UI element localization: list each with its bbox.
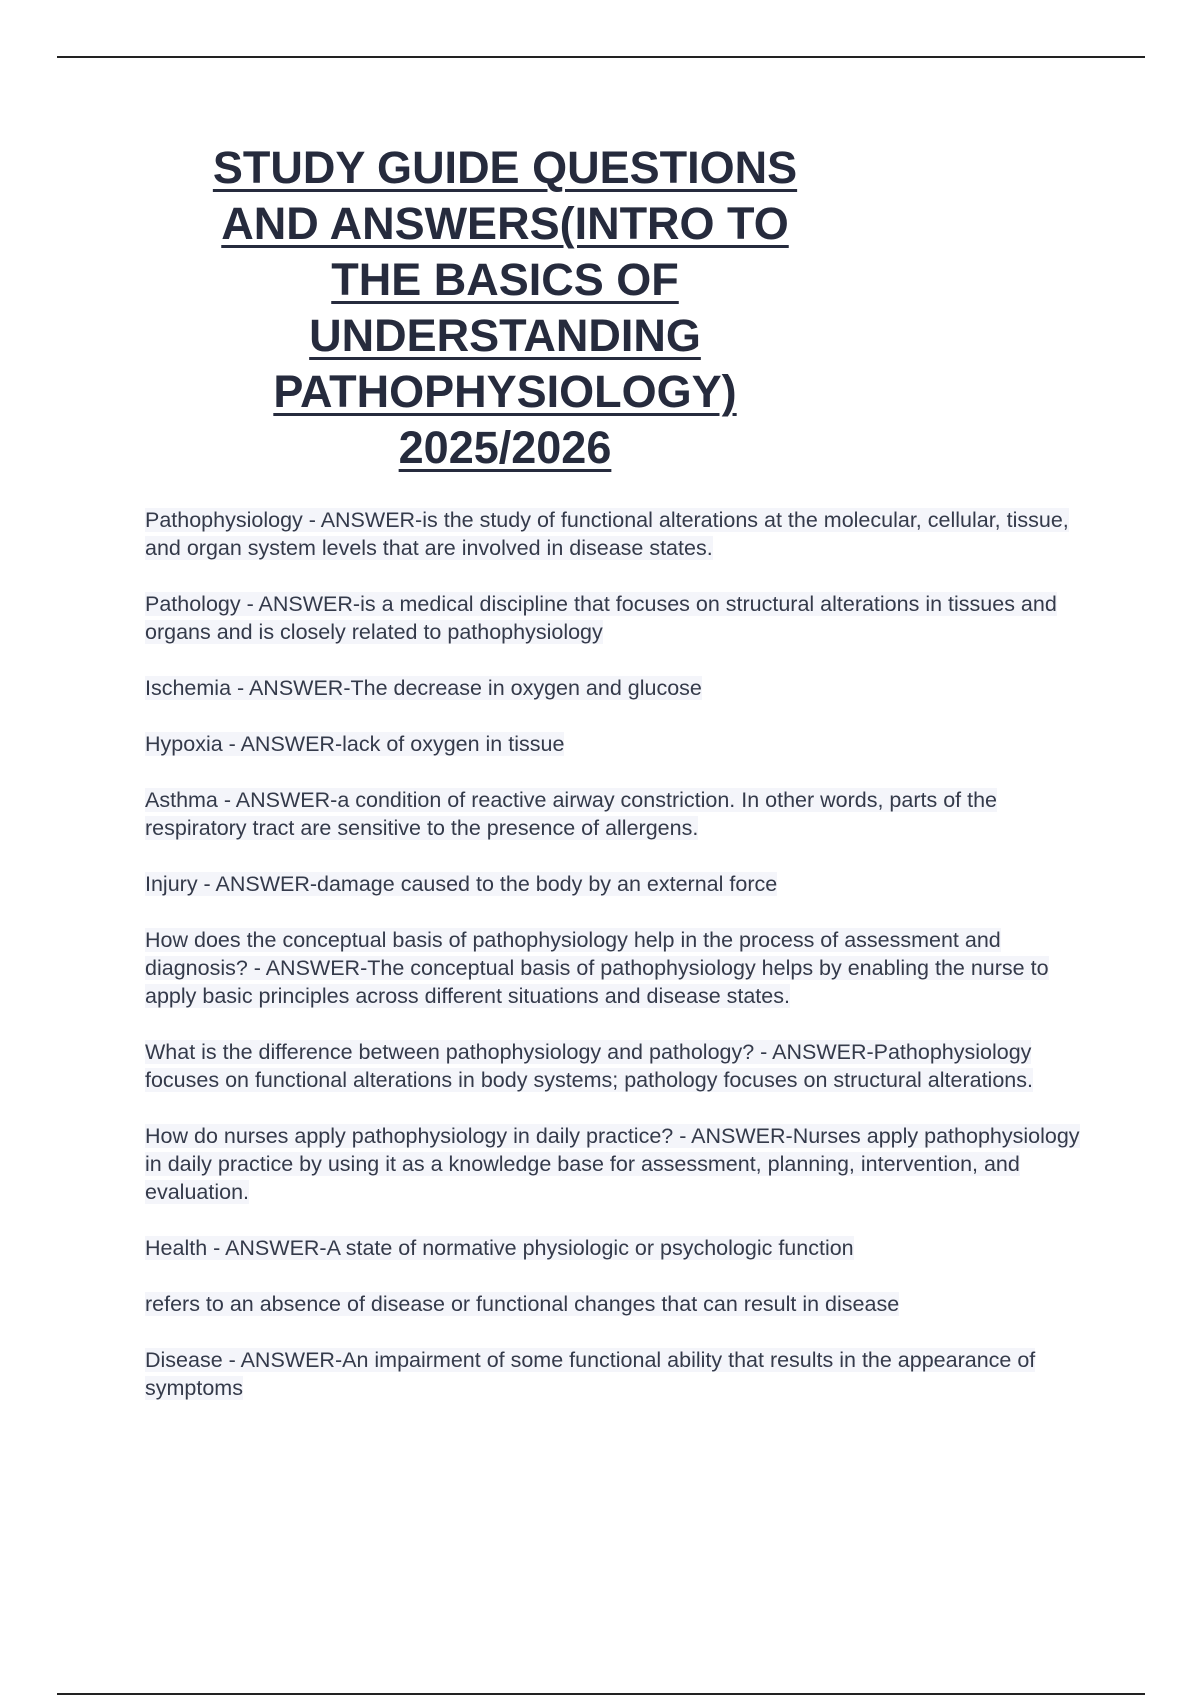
top-rule (57, 56, 1145, 58)
qa-entry-pathophysiology: Pathophysiology - ANSWER-is the study of functional alterations at the molecular, cellular, tissue, and organ system levels that are involved in disease states. (145, 508, 1069, 560)
title-line: STUDY GUIDE QUESTIONS (212, 142, 798, 193)
qa-entry-pathology: Pathology - ANSWER-is a medical discipline that focuses on structural alterations in tissues and organs and is closely related to pathophysiology (145, 592, 1057, 644)
bottom-rule (57, 1693, 1145, 1695)
qa-entry-difference: What is the difference between pathophysiology and pathology? - ANSWER-Pathophysiology focuses on functional alterations in body systems; pathology focuses on structural alterations. (145, 1040, 1033, 1092)
qa-entry-conceptual-basis: How does the conceptual basis of pathophysiology help in the process of assessment and diagnosis? - ANSWER-The conceptual basis of pathophysiology helps by enabling the nurse to apply basic principles across different situations and disease states. (145, 928, 1049, 1008)
qa-entry-injury: Injury - ANSWER-damage caused to the body by an external force (145, 872, 778, 896)
qa-entry-hypoxia: Hypoxia - ANSWER-lack of oxygen in tissue (145, 732, 565, 756)
qa-entry-disease: Disease - ANSWER-An impairment of some functional ability that results in the appearance of symptoms (145, 1348, 1036, 1400)
title-line: 2025/2026 (398, 422, 612, 473)
title-line: PATHOPHYSIOLOGY) (273, 366, 737, 417)
qa-entry-ischemia: Ischemia - ANSWER-The decrease in oxygen and glucose (145, 676, 702, 700)
title-line: THE BASICS OF (331, 254, 679, 305)
qa-entry-daily-practice: How do nurses apply pathophysiology in daily practice? - ANSWER-Nurses apply pathophysiology in daily practice by using it as a knowledge base for assessment, planning, intervention, and evaluation. (145, 1124, 1080, 1204)
qa-entry-asthma: Asthma - ANSWER-a condition of reactive airway constriction. In other words, parts of the respiratory tract are sensitive to the presence of allergens. (145, 788, 997, 840)
qa-entry-health: Health - ANSWER-A state of normative physiologic or psychologic function (145, 1236, 854, 1260)
title-line: UNDERSTANDING (309, 310, 701, 361)
document-title (145, 140, 865, 476)
qa-list (145, 506, 1095, 1430)
title-line: AND ANSWERS(INTRO TO (221, 198, 789, 249)
qa-entry-absence-of-disease: refers to an absence of disease or functional changes that can result in disease (145, 1292, 900, 1316)
